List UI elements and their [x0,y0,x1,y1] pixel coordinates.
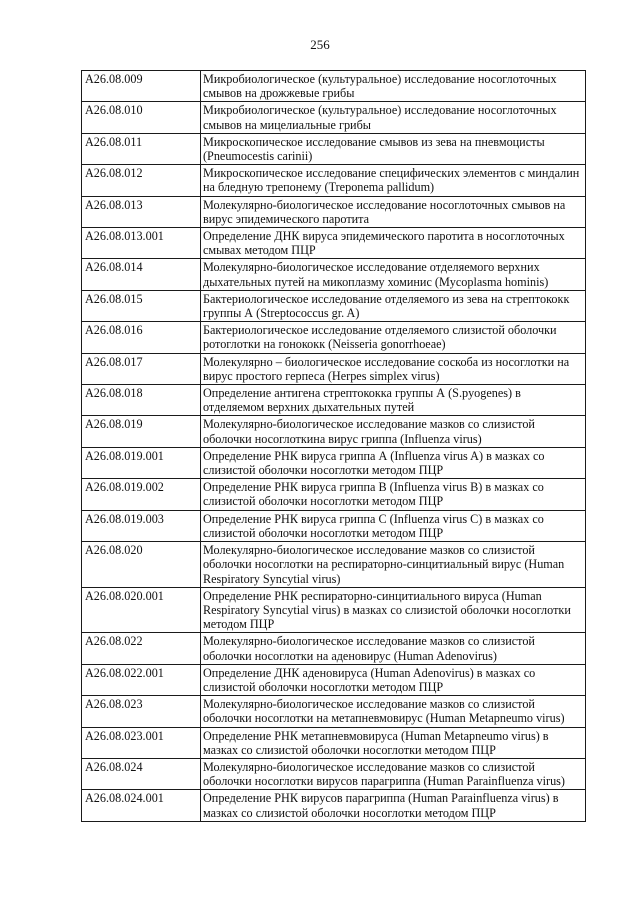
service-description: Определение РНК метапневмовируса (Human Metapneumo virus) в мазках со слизистой оболочки носоглотки методом ПЦР [201,727,586,758]
service-code: A26.08.010 [82,102,201,133]
table-row [82,790,586,821]
table-row [82,633,586,664]
service-description: Определение РНК вируса гриппа С (Influenza virus C) в мазках со слизистой оболочки носоглотки методом ПЦР [201,510,586,541]
service-description: Микроскопическое исследование смывов из зева на пневмоцисты (Pneumocestis carinii) [201,133,586,164]
service-code: A26.08.017 [82,353,201,384]
service-code: A26.08.018 [82,385,201,416]
service-description: Определение РНК вируса гриппа В (Influenza virus B) в мазках со слизистой оболочки носоглотки методом ПЦР [201,479,586,510]
service-description: Молекулярно – биологическое исследование соскоба из носоглотки на вирус простого герпеса (Herpes simplex virus) [201,353,586,384]
service-code: A26.08.020.001 [82,587,201,633]
service-description: Молекулярно-биологическое исследование мазков со слизистой оболочки носоглотки на метапневмовирус (Human Metapneumo virus) [201,696,586,727]
service-code: A26.08.012 [82,165,201,196]
service-description: Микроскопическое исследование специфических элементов с миндалин на бледную трепонему (Treponema pallidum) [201,165,586,196]
service-code: A26.08.024 [82,758,201,789]
service-description: Молекулярно-биологическое исследование мазков со слизистой оболочки носоглоткина вирус гриппа (Influenza virus) [201,416,586,447]
service-code: A26.08.013.001 [82,228,201,259]
service-description: Определение РНК вируса гриппа А (Influenza virus A) в мазках со слизистой оболочки носоглотки методом ПЦР [201,447,586,478]
table-row [82,758,586,789]
service-codes-table [81,70,586,822]
service-description: Определение ДНК вируса эпидемического паротита в носоглоточных смывах методом ПЦР [201,228,586,259]
table-row [82,322,586,353]
service-code: A26.08.023.001 [82,727,201,758]
service-code: A26.08.022 [82,633,201,664]
table-row [82,416,586,447]
service-code: A26.08.014 [82,259,201,290]
table-row [82,479,586,510]
service-code: A26.08.011 [82,133,201,164]
service-code: A26.08.024.001 [82,790,201,821]
service-description: Микробиологическое (культуральное) исследование носоглоточных смывов на мицелиальные грибы [201,102,586,133]
table-row [82,696,586,727]
table-row [82,727,586,758]
page-number: 256 [310,37,330,52]
service-code: A26.08.016 [82,322,201,353]
table-row [82,664,586,695]
table-row [82,385,586,416]
service-description: Молекулярно-биологическое исследование мазков со слизистой оболочки носоглотки на аденовирус (Human Adenovirus) [201,633,586,664]
service-description: Определение ДНК аденовируса (Human Adenovirus) в мазках со слизистой оболочки носоглотки методом ПЦР [201,664,586,695]
service-code: A26.08.015 [82,290,201,321]
table-row [82,165,586,196]
service-description: Молекулярно-биологическое исследование носоглоточных смывов на вирус эпидемического паротита [201,196,586,227]
table-row [82,542,586,588]
service-code: A26.08.022.001 [82,664,201,695]
service-description: Молекулярно-биологическое исследование мазков со слизистой оболочки носоглотки вирусов парагриппа (Human Parainfluenza virus) [201,758,586,789]
service-code: A26.08.019.003 [82,510,201,541]
service-description: Бактериологическое исследование отделяемого слизистой оболочки ротоглотки на гонококк (Neisseria gonorrhoeae) [201,322,586,353]
service-description: Микробиологическое (культуральное) исследование носоглоточных смывов на дрожжевые грибы [201,71,586,102]
table-row [82,353,586,384]
service-code: A26.08.019.001 [82,447,201,478]
service-code: A26.08.013 [82,196,201,227]
service-code: A26.08.023 [82,696,201,727]
table-row [82,259,586,290]
service-code: A26.08.009 [82,71,201,102]
table-row [82,587,586,633]
service-code: A26.08.019 [82,416,201,447]
table-row [82,510,586,541]
service-description: Молекулярно-биологическое исследование мазков со слизистой оболочки носоглотки на респираторно-синцитиальный вирус (Human Respiratory Syncytial virus) [201,542,586,588]
table-row [82,228,586,259]
table-row [82,447,586,478]
service-code: A26.08.020 [82,542,201,588]
service-description: Определение антигена стрептококка группы А (S.pyogenes) в отделяемом верхних дыхательных путей [201,385,586,416]
service-code: A26.08.019.002 [82,479,201,510]
table-row [82,133,586,164]
service-description: Молекулярно-биологическое исследование отделяемого верхних дыхательных путей на микоплазму хоминис (Mycoplasma hominis) [201,259,586,290]
table-row [82,102,586,133]
table-row [82,290,586,321]
table-row [82,71,586,102]
service-description: Бактериологическое исследование отделяемого из зева на стрептококк группы А (Streptococcus gr. A) [201,290,586,321]
service-description: Определение РНК вирусов парагриппа (Human Parainfluenza virus) в мазках со слизистой оболочки носоглотки методом ПЦР [201,790,586,821]
service-description: Определение РНК респираторно-синцитиального вируса (Human Respiratory Syncytial virus) в мазках со слизистой оболочки носоглотки методом ПЦР [201,587,586,633]
table-row [82,196,586,227]
